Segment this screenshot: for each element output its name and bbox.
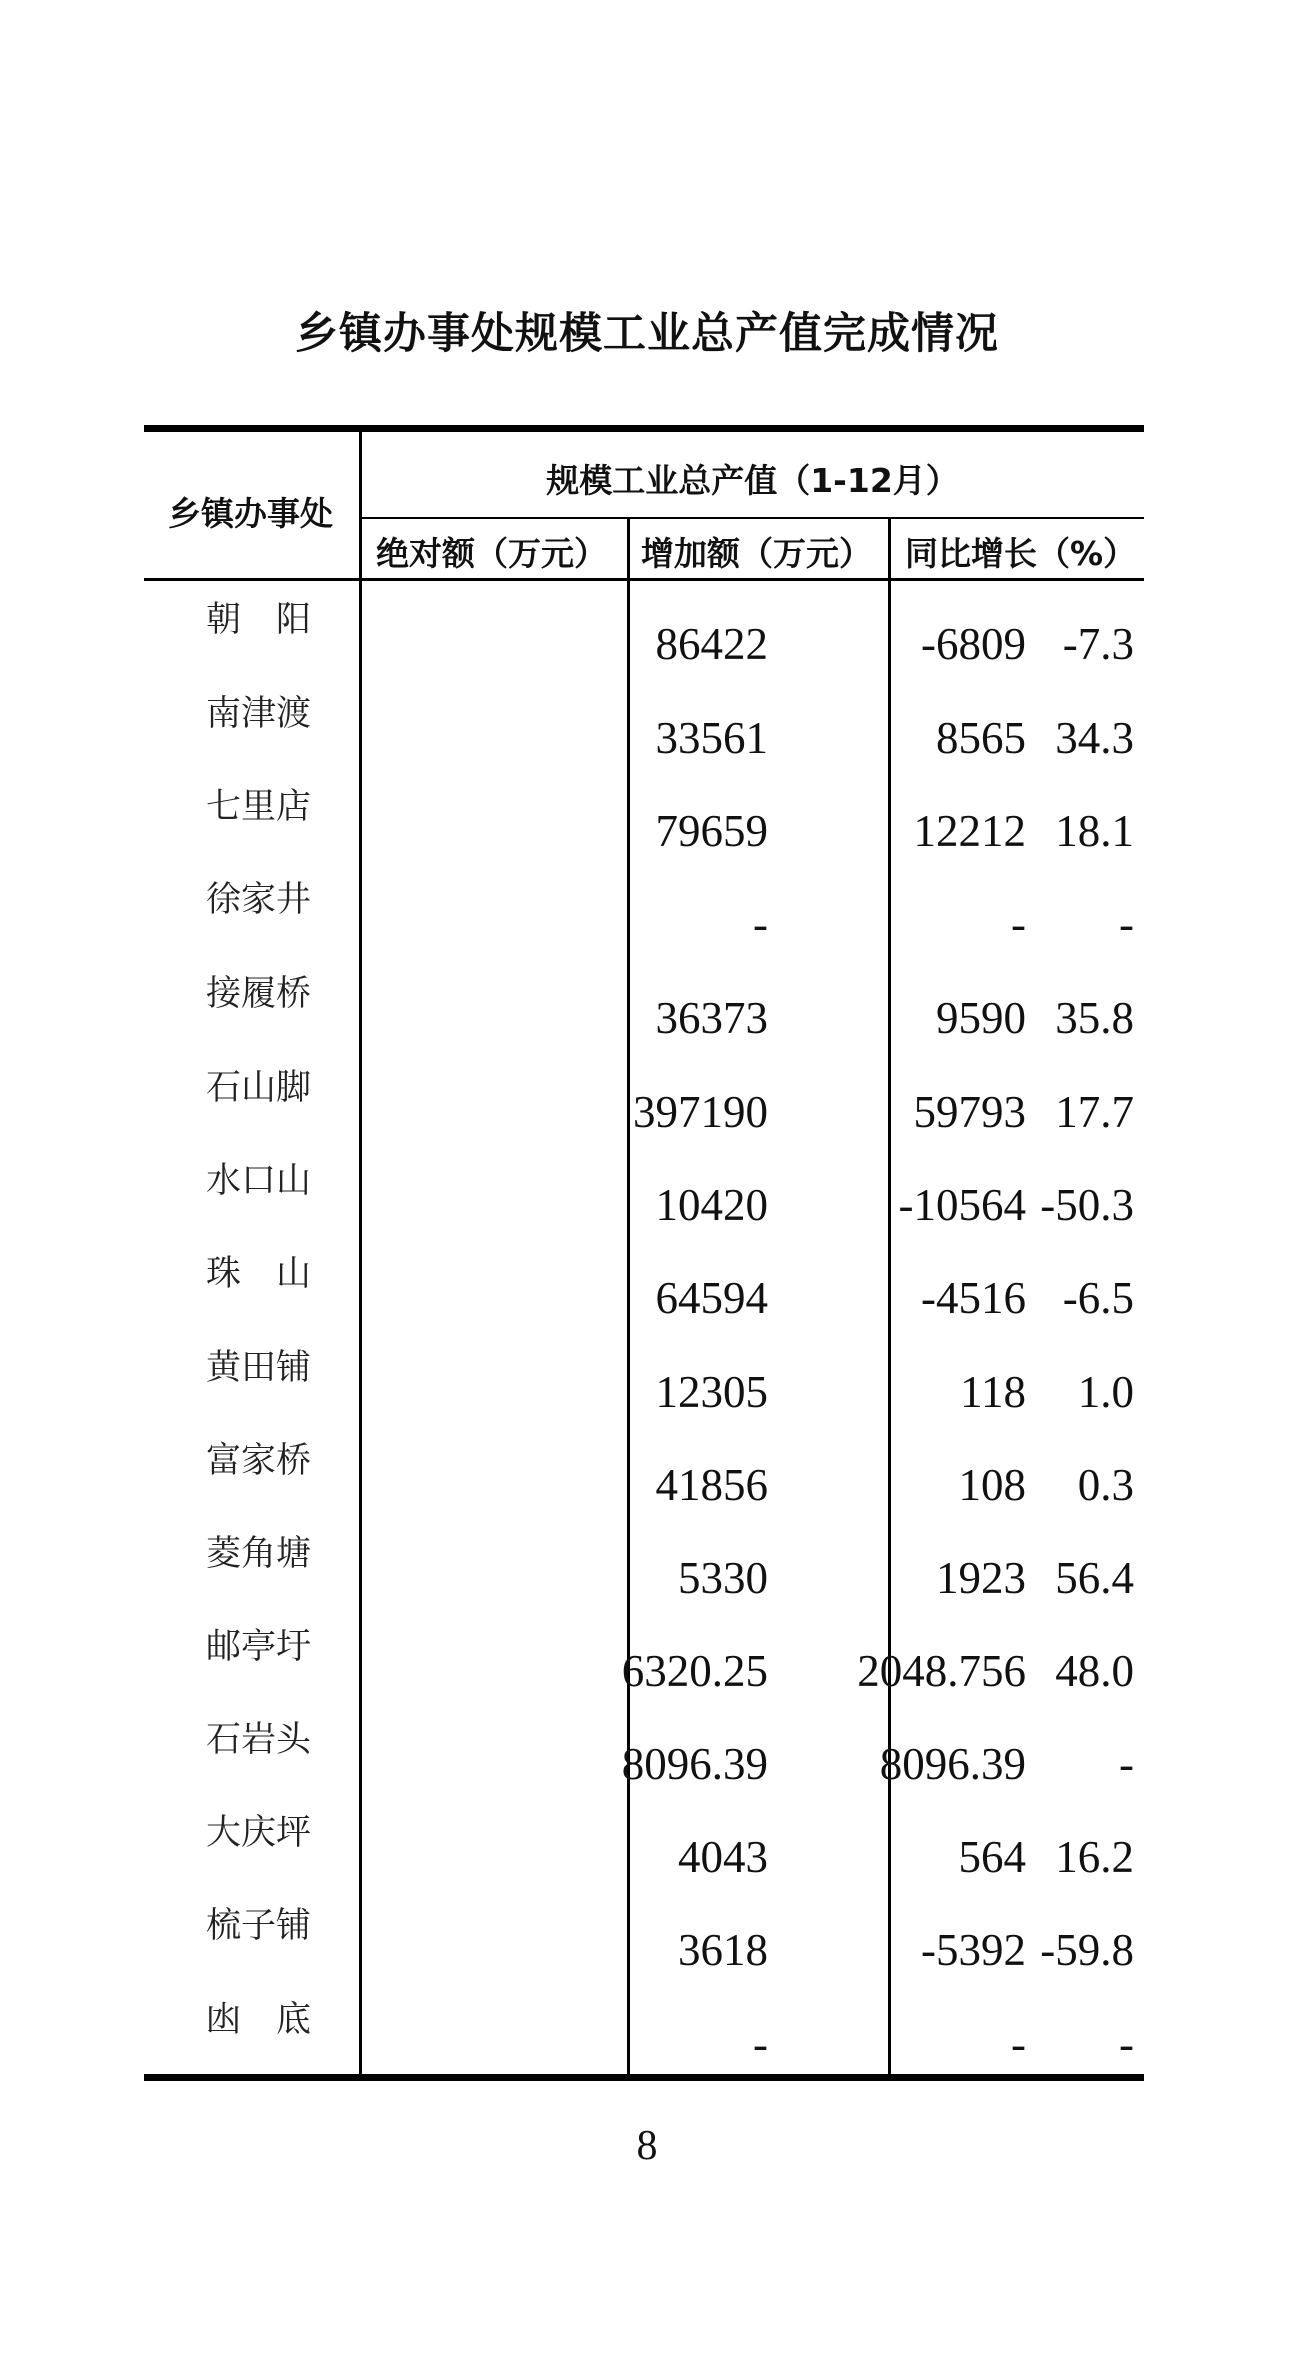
increase-value: -6809 (921, 619, 1026, 669)
page-number: 8 (636, 2123, 658, 2169)
increase-value: - (1011, 2019, 1026, 2069)
header-yoy: 同比增长（%） (905, 534, 1137, 573)
region-name: 朝 阳 (206, 600, 312, 640)
yoy-value: 16.2 (1055, 1832, 1134, 1882)
yoy-value: 34.3 (1055, 713, 1134, 763)
absolute-value: 64594 (655, 1273, 768, 1323)
increase-value: -5392 (921, 1925, 1026, 1975)
yoy-value: 18.1 (1055, 806, 1134, 856)
increase-value: 8096.39 (879, 1739, 1026, 1789)
table-row (144, 600, 1144, 669)
yoy-value: - (1119, 899, 1134, 949)
header-group: 规模工业总产值（1-12月） (546, 461, 959, 500)
increase-value: -4516 (921, 1273, 1026, 1323)
table-row (144, 2000, 1144, 2069)
table-header-subrule (361, 517, 1144, 519)
header-increase: 增加额（万元） (641, 534, 872, 573)
yoy-value: 0.3 (1077, 1460, 1134, 1510)
yoy-value: 1.0 (1077, 1367, 1134, 1417)
absolute-value: 86422 (655, 619, 768, 669)
absolute-value: 4043 (678, 1832, 768, 1882)
table-header-rule (144, 578, 1144, 581)
yoy-value: -7.3 (1062, 619, 1134, 669)
increase-value: 1923 (936, 1553, 1026, 1603)
absolute-value: 3618 (678, 1925, 768, 1975)
absolute-value: 33561 (655, 713, 768, 763)
table-row (144, 1254, 1144, 1323)
table-row (144, 1720, 1144, 1789)
table-row (144, 1348, 1144, 1417)
absolute-value: 397190 (633, 1087, 768, 1137)
absolute-value: 12305 (655, 1367, 768, 1417)
absolute-value: - (753, 899, 768, 949)
table-row (144, 694, 1144, 763)
table-row (144, 974, 1144, 1043)
region-name: 徐家井 (206, 880, 312, 920)
absolute-value: 41856 (655, 1460, 768, 1510)
region-name: 珠 山 (206, 1254, 312, 1294)
absolute-value: 5330 (678, 1553, 768, 1603)
yoy-value: - (1119, 2019, 1134, 2069)
increase-value: 2048.756 (857, 1646, 1026, 1696)
increase-value: -10564 (898, 1180, 1026, 1230)
increase-value: 564 (958, 1832, 1026, 1882)
increase-value: 8565 (936, 713, 1026, 763)
table-row (144, 880, 1144, 949)
region-name: 大庆坪 (206, 1813, 312, 1853)
increase-value: 12212 (913, 806, 1026, 856)
absolute-value: 79659 (655, 806, 768, 856)
table-row (144, 1534, 1144, 1603)
page-title: 乡镇办事处规模工业总产值完成情况 (295, 309, 999, 359)
table-row (144, 1161, 1144, 1230)
region-name: 凼 底 (206, 2000, 312, 2040)
table-row (144, 1441, 1144, 1510)
yoy-value: -59.8 (1040, 1925, 1134, 1975)
table-row (144, 1906, 1144, 1975)
region-name: 石岩头 (206, 1720, 312, 1760)
header-absolute: 绝对额（万元） (376, 534, 607, 573)
table-top-rule (144, 425, 1144, 432)
region-name: 七里店 (206, 787, 312, 827)
increase-value: 59793 (913, 1087, 1026, 1137)
table-row (144, 1813, 1144, 1882)
absolute-value: 10420 (655, 1180, 768, 1230)
region-name: 邮亭圩 (206, 1627, 312, 1667)
absolute-value: 36373 (655, 993, 768, 1043)
yoy-value: 48.0 (1055, 1646, 1134, 1696)
region-name: 菱角塘 (206, 1534, 312, 1574)
region-name: 石山脚 (206, 1068, 312, 1108)
region-name: 黄田铺 (206, 1348, 312, 1388)
region-name: 富家桥 (206, 1441, 312, 1481)
absolute-value: 8096.39 (621, 1739, 768, 1789)
region-name: 南津渡 (206, 694, 312, 734)
increase-value: 9590 (936, 993, 1026, 1043)
yoy-value: -50.3 (1040, 1180, 1134, 1230)
increase-value: - (1011, 899, 1026, 949)
table-row (144, 1627, 1144, 1696)
table-bottom-rule (144, 2074, 1144, 2081)
table-row (144, 1068, 1144, 1137)
absolute-value: 6320.25 (621, 1646, 768, 1696)
yoy-value: 35.8 (1055, 993, 1134, 1043)
region-name: 梳子铺 (206, 1906, 312, 1946)
yoy-value: - (1119, 1739, 1134, 1789)
absolute-value: - (753, 2019, 768, 2069)
yoy-value: 17.7 (1055, 1087, 1134, 1137)
table-row (144, 787, 1144, 856)
header-region: 乡镇办事处 (168, 494, 333, 533)
region-name: 水口山 (206, 1161, 312, 1201)
region-name: 接履桥 (206, 974, 312, 1014)
increase-value: 118 (960, 1367, 1026, 1417)
yoy-value: -6.5 (1062, 1273, 1134, 1323)
yoy-value: 56.4 (1055, 1553, 1134, 1603)
increase-value: 108 (958, 1460, 1026, 1510)
